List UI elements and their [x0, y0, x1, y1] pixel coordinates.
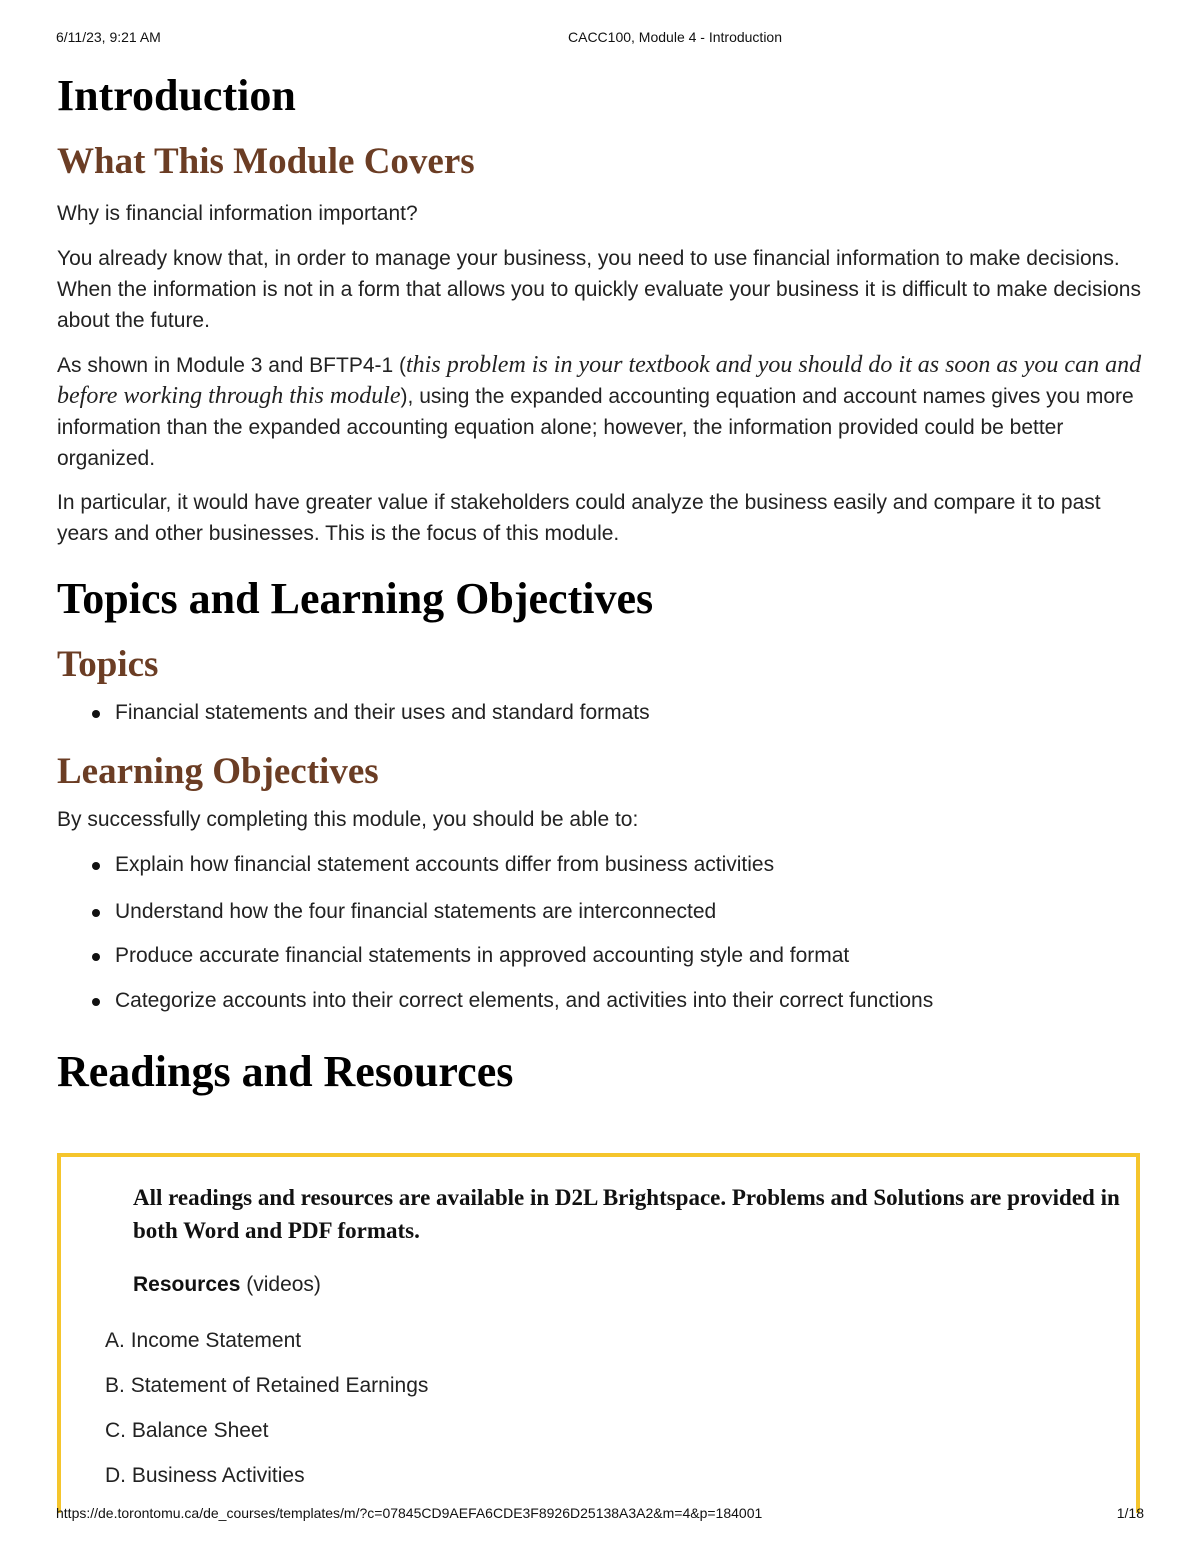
- page-number: 1/18: [1116, 1505, 1144, 1521]
- learning-objectives-heading: Learning Objectives: [57, 751, 379, 792]
- resource-label: Balance Sheet: [131, 1419, 269, 1442]
- objectives-lead: By successfully completing this module, you should be able to:: [57, 808, 639, 831]
- list-item: Understand how the four financial statements are interconnected: [57, 896, 1147, 927]
- list-item: Financial statements and their uses and standard formats: [57, 697, 1147, 728]
- intro-question: Why is financial information important?: [57, 202, 418, 225]
- intro-paragraph-1: You already know that, in order to manage your business, you need to use financial information to make decisions. When the information is not in a form that allows you to quickly evaluate your business it is difficult to make decisions about the future.: [57, 247, 1141, 332]
- resource-item-income-statement[interactable]: [105, 1325, 428, 1356]
- intro-paragraph-3: In particular, it would have greater value if stakeholders could analyze the business easily and compare it to past years and other businesses. This is the focus of this module.: [57, 491, 1101, 545]
- objectives-list: [57, 849, 1147, 1016]
- resource-letter: D.: [105, 1464, 126, 1487]
- print-date: 6/11/23, 9:21 AM: [56, 29, 161, 45]
- resources-line: [133, 1269, 321, 1300]
- list-item: Produce accurate financial statements in approved accounting style and format: [57, 940, 1147, 971]
- para2-before: As shown in Module 3 and BFTP4-1 (: [57, 354, 407, 377]
- resource-letter: C.: [105, 1419, 126, 1442]
- para2-italic: this problem is in your textbook and you should do it as soon as you can and before working through this module: [57, 352, 1142, 409]
- print-header: [56, 29, 1144, 49]
- resources-note: (videos): [246, 1273, 321, 1296]
- print-footer: [56, 1505, 1144, 1525]
- resource-item-business-activities[interactable]: [105, 1460, 428, 1491]
- topics-objectives-heading: Topics and Learning Objectives: [57, 574, 654, 623]
- topics-list: [57, 697, 1147, 728]
- resources-label: Resources: [133, 1273, 241, 1296]
- intro-paragraph-2: [57, 350, 1147, 474]
- resource-letter: B.: [105, 1374, 125, 1397]
- callout-lead: All readings and resources are available in D2L Brightspace. Problems and Solutions are provided in both Word and PDF formats.: [133, 1185, 1120, 1243]
- resource-letter: A.: [105, 1329, 125, 1352]
- resource-item-balance-sheet[interactable]: [105, 1415, 428, 1446]
- module-covers-heading: What This Module Covers: [57, 141, 475, 182]
- page-title: Introduction: [57, 71, 296, 120]
- main-content: [57, 68, 1147, 1100]
- list-item: Categorize accounts into their correct elements, and activities into their correct functions: [57, 985, 1147, 1016]
- resource-label: Income Statement: [130, 1329, 302, 1352]
- topics-heading: Topics: [57, 644, 159, 685]
- page-url: https://de.torontomu.ca/de_courses/templates/m/?c=07845CD9AEFA6CDE3F8926D25138A3A2&m=4&p=184001: [56, 1505, 763, 1521]
- list-item: Explain how financial statement accounts differ from business activities: [57, 849, 1147, 880]
- print-title: CACC100, Module 4 - Introduction: [568, 29, 782, 45]
- para2-after: ), using the expanded accounting equation and account names gives you more information than the expanded accounting equation alone; however, the information provided could be better organized.: [57, 385, 1134, 470]
- readings-callout: [57, 1153, 1140, 1513]
- resource-label: Statement of Retained Earnings: [130, 1374, 429, 1397]
- resources-list: [105, 1325, 428, 1505]
- resource-item-retained-earnings[interactable]: [105, 1370, 428, 1401]
- readings-heading: Readings and Resources: [57, 1047, 514, 1096]
- resource-label: Business Activities: [131, 1464, 305, 1487]
